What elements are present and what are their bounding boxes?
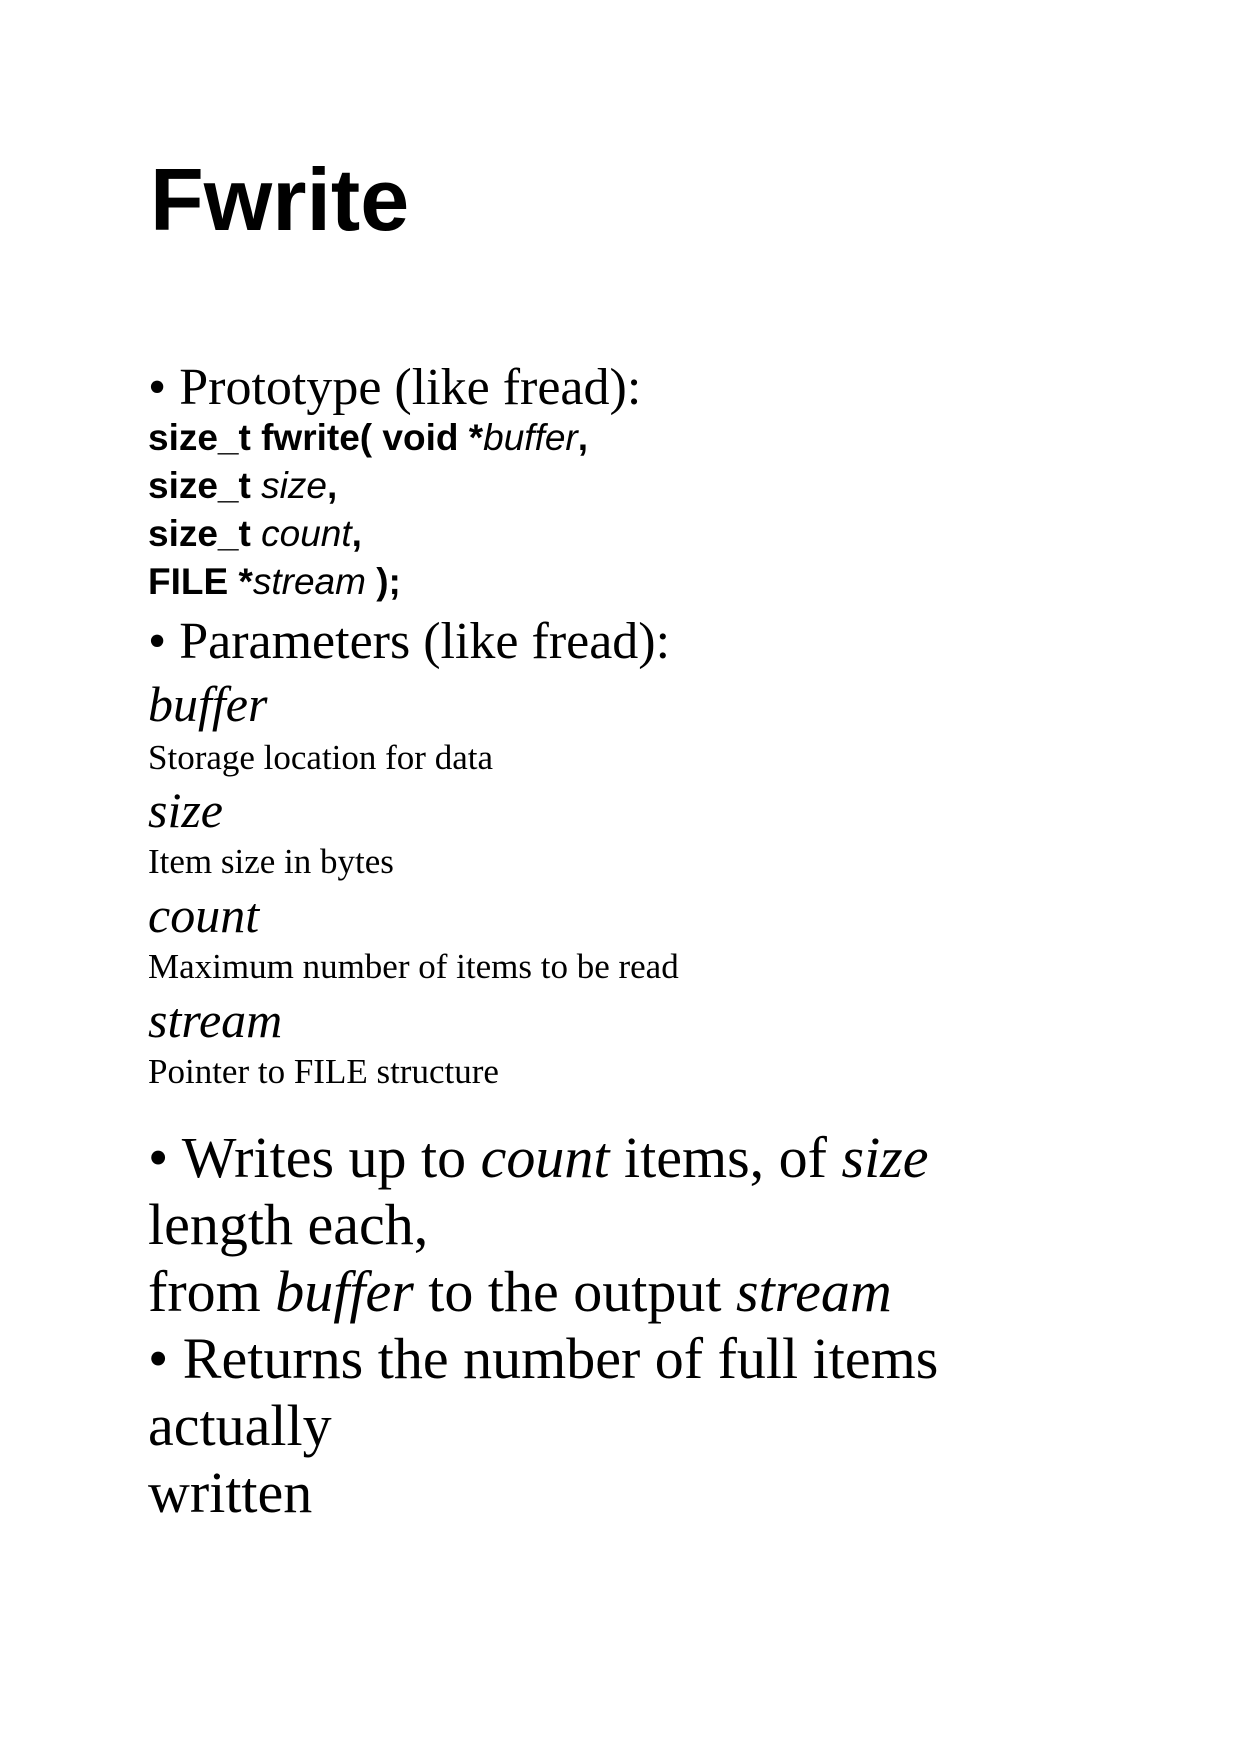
writes-line-3: from buffer to the output stream bbox=[148, 1259, 892, 1324]
writes-line-2: length each, bbox=[148, 1192, 429, 1257]
param-name-size: size bbox=[148, 782, 223, 838]
param-name-count: count bbox=[148, 887, 260, 943]
returns-line-1: • Returns the number of full items bbox=[148, 1326, 939, 1391]
param-desc-count: Maximum number of items to be read bbox=[148, 947, 679, 986]
param-desc-buffer: Storage location for data bbox=[148, 738, 494, 777]
parameters-heading: • Parameters (like fread): bbox=[148, 613, 671, 670]
page-title: Fwrite bbox=[150, 150, 410, 249]
param-name-stream: stream bbox=[148, 992, 283, 1048]
prototype-line: FILE *stream ); bbox=[148, 561, 401, 602]
prototype-line: size_t fwrite( void *buffer, bbox=[148, 417, 589, 458]
param-desc-stream: Pointer to FILE structure bbox=[148, 1052, 499, 1091]
returns-line-2: actually bbox=[148, 1393, 332, 1458]
param-name-buffer: buffer bbox=[148, 676, 268, 732]
prototype-line: size_t count, bbox=[148, 513, 362, 554]
prototype-line: size_t size, bbox=[148, 465, 338, 506]
writes-line-1: • Writes up to count items, of size bbox=[148, 1125, 929, 1190]
returns-line-3: written bbox=[148, 1460, 313, 1525]
param-desc-size: Item size in bytes bbox=[148, 842, 394, 881]
prototype-heading: • Prototype (like fread): bbox=[148, 359, 642, 416]
